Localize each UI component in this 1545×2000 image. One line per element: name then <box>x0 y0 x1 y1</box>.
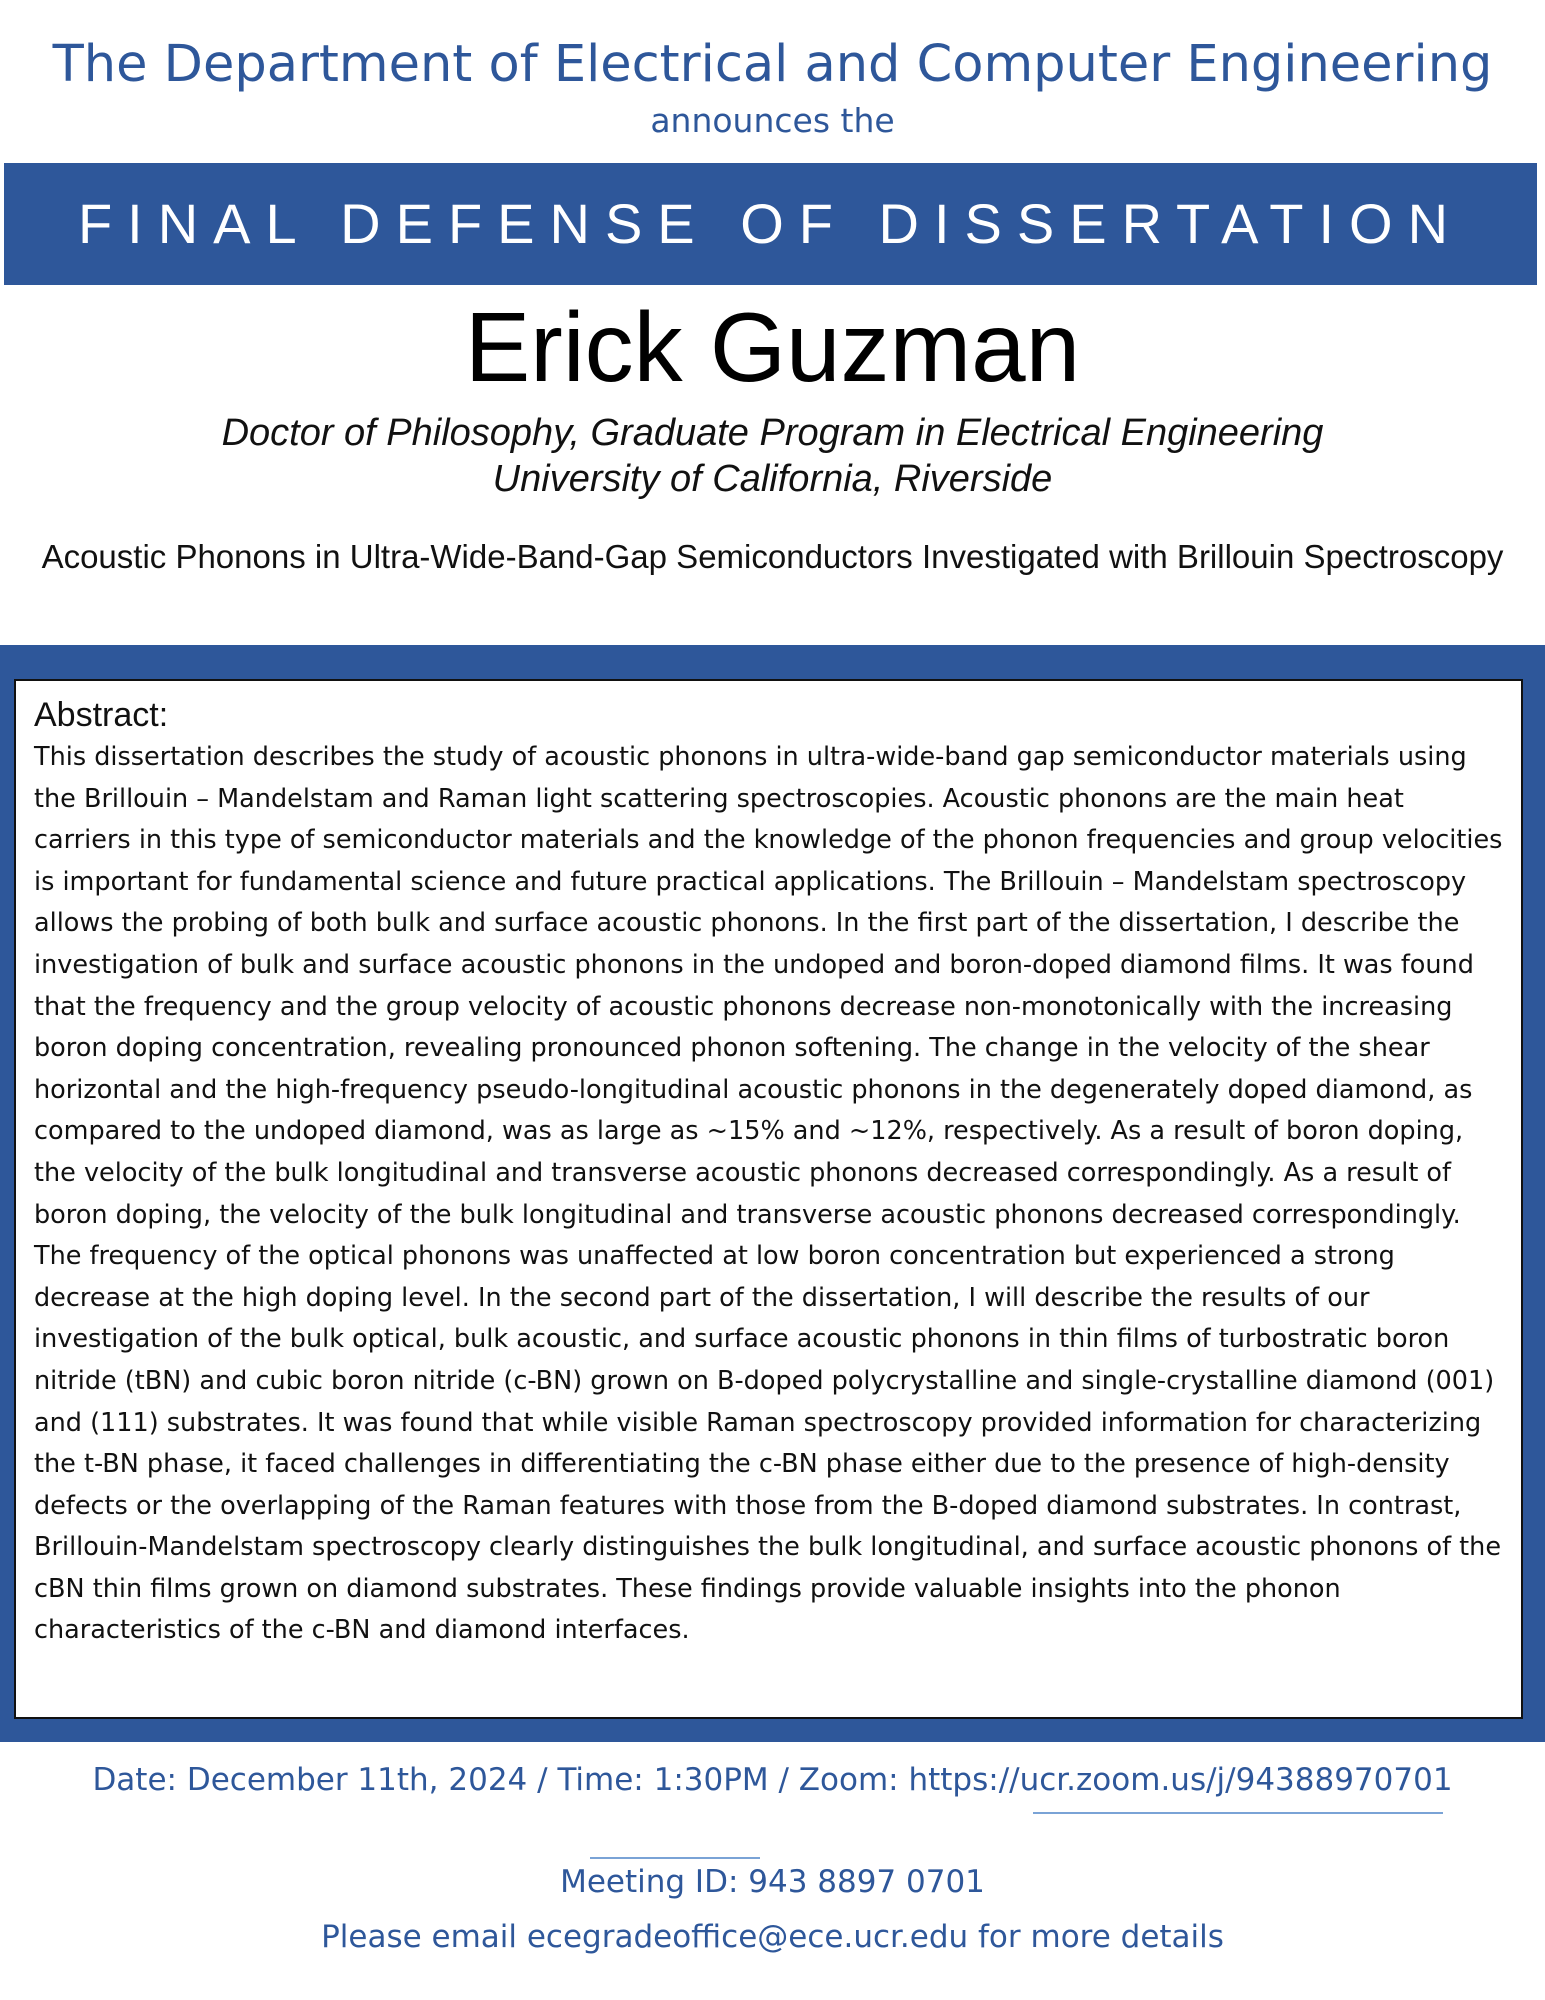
meeting-id-strike <box>590 1857 760 1859</box>
degree-block <box>0 410 1545 502</box>
event-date-time-zoom[interactable]: Date: December 11th, 2024 / Time: 1:30PM / Zoom: https://ucr.zoom.us/j/94388970701 <box>92 1762 1453 1798</box>
department-heading: The Department of Electrical and Computer Engineering <box>52 35 1493 94</box>
abstract-body: This dissertation describes the study of acoustic phonons in ultra-wide-band gap semiconductor materials using the Brillouin – Mandelstam and Raman light scattering spectroscopies. Acoustic phonons are the main heat carriers in this type of semiconductor materials and the knowledge of the phonon frequencies and group velocities is important for fundamental science and future practical applications. The Brillouin – Mandelstam spectroscopy allows the probing of both bulk and surface acoustic phonons. In the first part of the dissertation, I describe the investigation of bulk and surface acoustic phonons in the undoped and boron-doped diamond films. It was found that the frequency and the group velocity of acoustic phonons decrease non-monotonically with the increasing boron doping concentration, revealing pronounced phonon softening. The change in the velocity of the shear horizontal and the high-frequency pseudo-longitudinal acoustic phonons in the degenerately doped diamond, as compared to the undoped diamond, was as large as ~15% and ~12%, respectively. As a result of boron doping, the velocity of the bulk longitudinal and transverse acoustic phonons decreased correspondingly. As a result of boron doping, the velocity of the bulk longitudinal and transverse acoustic phonons decreased correspondingly. The frequency of the optical phonons was unaffected at low boron concentration but experienced a strong decrease at the high doping level. In the second part of the dissertation, I will describe the results of our investigation of the bulk optical, bulk acoustic, and surface acoustic phonons in thin films of turbostratic boron nitride (tBN) and cubic boron nitride (c-BN) grown on B-doped polycrystalline and single-crystalline diamond (001) and (111) substrates. It was found that while visible Raman spectroscopy provided information for characterizing the t-BN phase, it faced challenges in differentiating the c-BN phase either due to the presence of high-density defects or the overlapping of the Raman features with those from the B-doped diamond substrates. In contrast, Brillouin-Mandelstam spectroscopy clearly distinguishes the bulk longitudinal, and surface acoustic phonons of the cBN thin films grown on diamond substrates. These findings provide valuable insights into the phonon characteristics of the c-BN and diamond interfaces. <box>34 742 1503 1646</box>
dissertation-title: Acoustic Phonons in Ultra-Wide-Band-Gap Semiconductors Investigated with Brillouin Spectroscopy <box>41 538 1504 575</box>
abstract-box <box>14 679 1523 1719</box>
candidate-name: Erick Guzman <box>464 292 1081 402</box>
university-name: University of California, Riverside <box>492 458 1053 500</box>
degree-program: Doctor of Philosophy, Graduate Program in Electrical Engineering <box>221 412 1324 454</box>
meeting-id: Meeting ID: 943 8897 0701 <box>560 1864 985 1900</box>
abstract-heading: Abstract: <box>34 696 169 734</box>
zoom-link-underline <box>1033 1812 1443 1814</box>
contact-email-line[interactable]: Please email ecegradeoffice@ece.ucr.edu for more details <box>321 1919 1224 1955</box>
defense-banner: FINAL DEFENSE OF DISSERTATION <box>4 163 1537 285</box>
announces-text: announces the <box>650 101 895 140</box>
